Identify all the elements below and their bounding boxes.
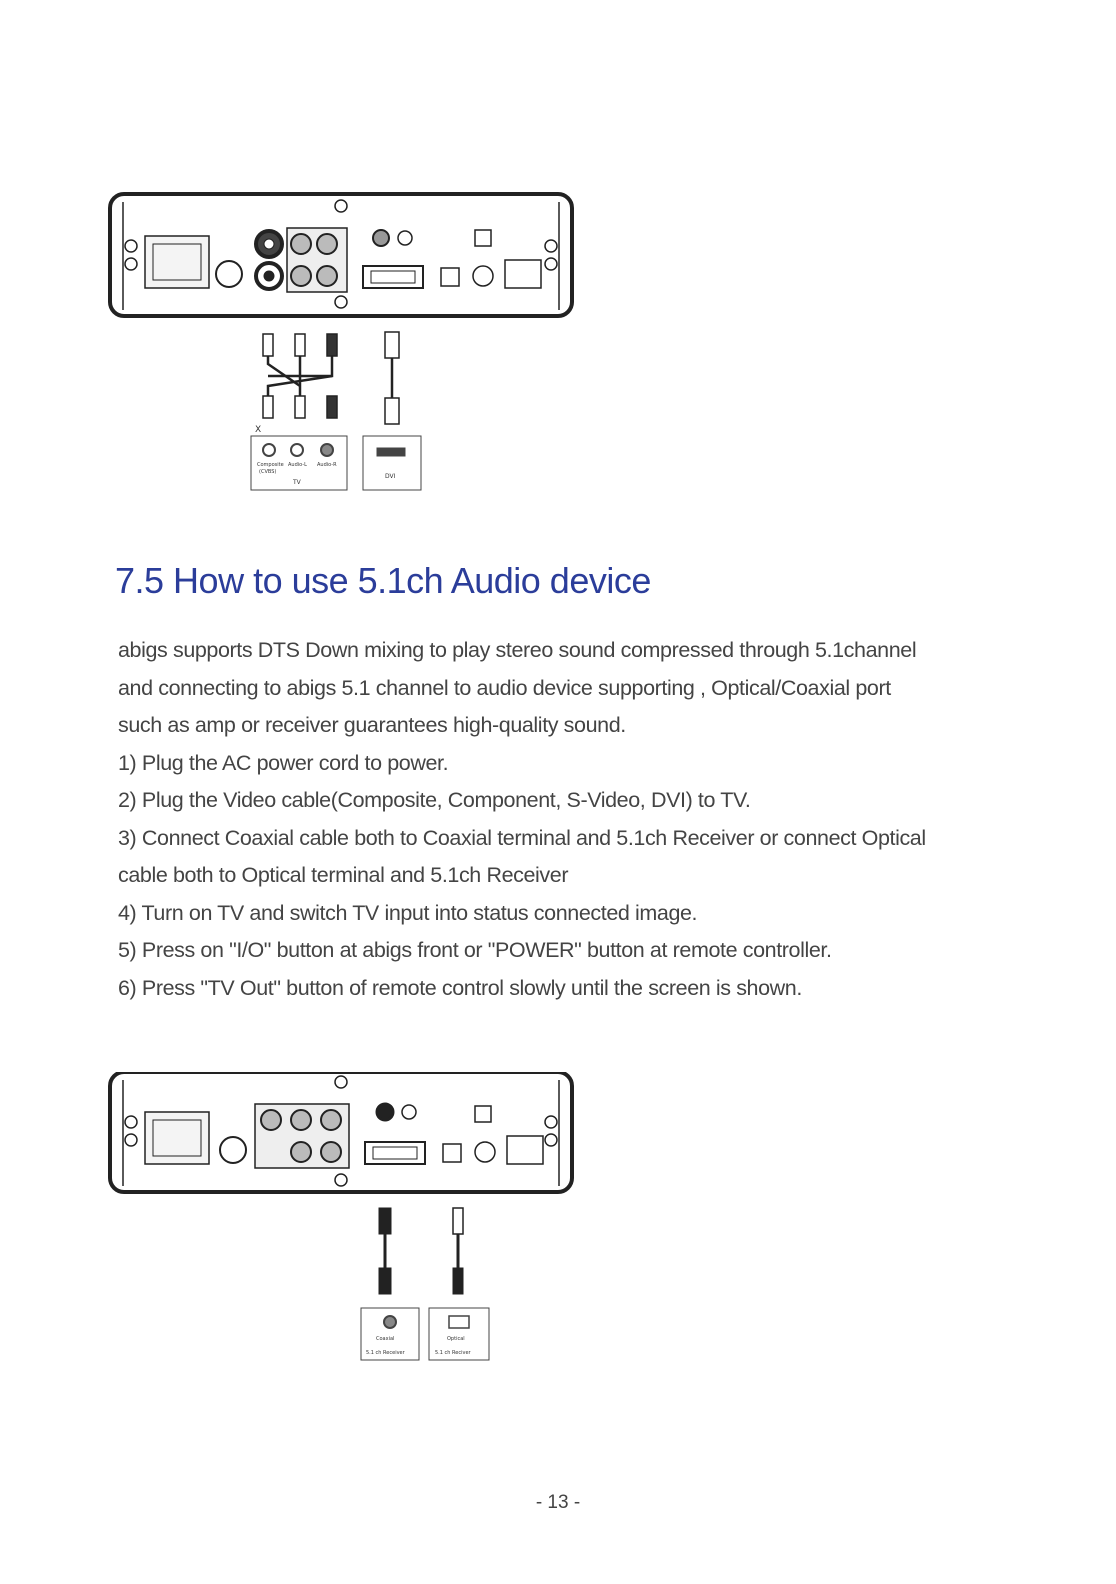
cross-mark: X: [255, 425, 262, 435]
optical-cable: [453, 1208, 463, 1294]
rca-cables: [263, 334, 337, 418]
step-1: 1) Plug the AC power cord to power.: [118, 750, 449, 775]
diagram-tv-connection: [105, 186, 585, 506]
section-body: [118, 632, 1018, 1007]
step-5: 5) Press on "I/O" button at abigs front or "POWER" button at remote controller.: [118, 938, 832, 962]
coaxial-receiver-label: 5.1 ch Receiver: [366, 1350, 405, 1356]
step-2: 2) Plug the Video cable(Composite, Component, S-Video, DVI) to TV.: [118, 788, 751, 812]
diagram-receiver-connection: [105, 1072, 585, 1372]
step-3-continued: cable both to Optical terminal and 5.1ch Receiver: [118, 863, 569, 887]
dvi-label: DVI: [385, 473, 396, 480]
optical-label: Optical: [447, 1336, 465, 1342]
body-line: abigs supports DTS Down mixing to play stereo sound compressed through 5.1channel: [118, 638, 917, 662]
body-line: such as amp or receiver guarantees high-quality sound.: [118, 713, 626, 737]
optical-receiver-label: 5.1 ch Reciver: [435, 1350, 471, 1356]
tv-label-audio-l: Audio-L: [288, 462, 307, 468]
coaxial-cable: [379, 1208, 391, 1294]
coaxial-label: Coaxial: [376, 1336, 395, 1342]
figure-receiver-connection: [105, 1072, 585, 1372]
section-title: 7.5 How to use 5.1ch Audio device: [115, 560, 651, 601]
device-back-panel: [110, 1072, 572, 1192]
tv-label-tv: TV: [293, 479, 301, 486]
step-6: 6) Press "TV Out" button of remote control slowly until the screen is shown.: [118, 975, 802, 1000]
step-4: 4) Turn on TV and switch TV input into status connected image.: [118, 900, 698, 925]
page-number: - 13 -: [535, 1492, 581, 1513]
device-back-panel: [110, 194, 572, 316]
tv-label-composite: Composite: [257, 462, 284, 468]
body-line: and connecting to abigs 5.1 channel to audio device supporting , Optical/Coaxial port: [118, 675, 891, 700]
tv-label-cvbs: (CVBS): [259, 469, 277, 475]
tv-label-audio-r: Audio-R: [317, 462, 337, 468]
step-3: 3) Connect Coaxial cable both to Coaxial terminal and 5.1ch Receiver or connect Optical: [118, 825, 926, 850]
figure-tv-connection: [105, 186, 585, 506]
dvi-cable: [385, 332, 399, 424]
